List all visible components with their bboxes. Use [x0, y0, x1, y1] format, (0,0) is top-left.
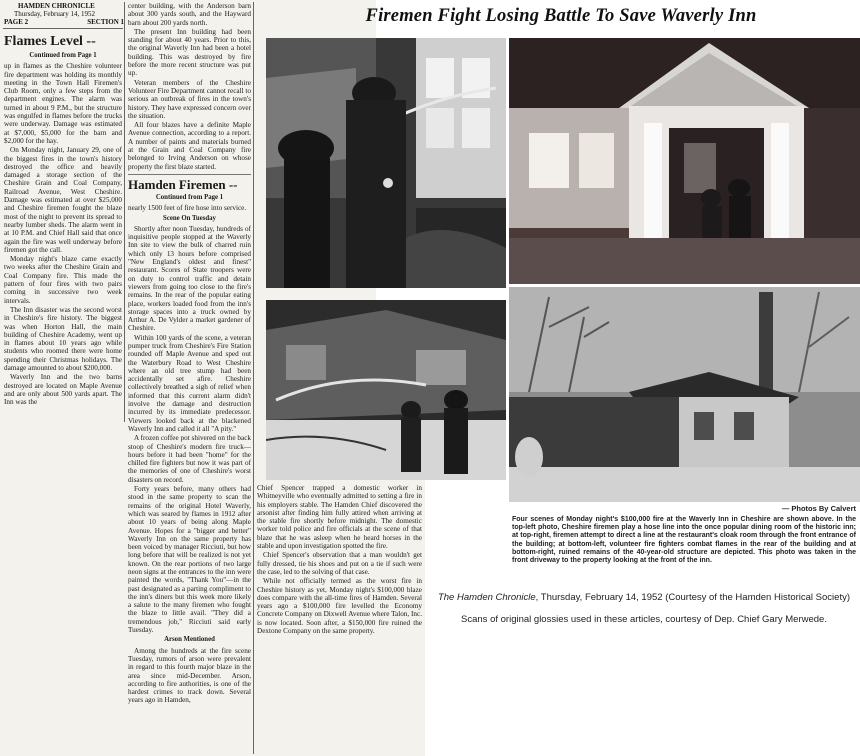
- paragraph: All four blazes have a definite Maple Avenue connection, according to a report. A number of paints and materials burned at the Grain and Coal Company fire belonged to Irving Anderson on whose property the first blaze started.: [128, 121, 251, 171]
- paragraph: Shortly after noon Tuesday, hundreds of inquisitive people stopped at the Waverly Inn site to view the bulk of charred ruin which only 13 hours before comprised "New England's oldest and finest" restaurant. Scores of State troopers were on duty to control traffic and detain viewers from going too close to the fire's remains. In the rear of the popular eating place, workers loaded food from the inn's storage spaces into a truck owned by Arthur A. De Vylder a market gardener of Cheshire.: [128, 224, 251, 333]
- photo-hose-dining-room: [266, 38, 506, 288]
- paragraph: nearly 1500 feet of fire hose into service.: [128, 204, 247, 213]
- masthead-page: PAGE 2: [4, 18, 29, 26]
- scans-note: Scans of original glossies used in these articles, courtesy of Dep. Chief Gary Merwede.: [461, 614, 827, 625]
- paragraph: Veteran members of the Cheshire Volunteer Fire Department cannot recall to serious an outbreak of fires in the town's history. They have expressed concern over the situation.: [128, 78, 251, 120]
- masthead-section: SECTION 1: [87, 18, 124, 26]
- photo-ruined-remains: [509, 287, 860, 502]
- paragraph: Monday night's blaze came exactly two weeks after the Cheshire Grain and Coal Company fire. This made the pattern of four fires with two pairs coming in successive two week intervals.: [4, 255, 122, 305]
- source-note: [428, 592, 860, 603]
- photo-rear-building: [266, 300, 506, 480]
- source-paper-name: The Hamden Chronicle: [437, 592, 536, 603]
- article-col-3: [257, 484, 422, 754]
- paragraph: The Inn disaster was the second worst in Cheshire's fire history. The biggest was when Horton Hall, the main building of Cheshire Academy, went up in flames about 10 years ago while students who roomed there were home spending their Christmas holidays. The damage amounted to about $200,000.: [4, 305, 122, 372]
- paragraph: Within 100 yards of the scene, a veteran pumper truck from Cheshire's Fire Station rounded off Maple Avenue and sped out the Waterbury Road to West Cheshire where an old tree stump had been accidentally set afire. Cheshire collectively breathed a sigh of relief when informed that this current alarm didn't involve the damage and destruction incurred by its immediate predecessor. Viewers looked back at the blackened Waverly Inn and called it all "A pity.": [128, 333, 251, 433]
- paragraph: Forty years before, many others had stood in the same property to scan the remains of the original Hotel Waverly, which was seared by flames in 1912 after about 10 years of being along Maple Avenue. Hopes for a "bigger and better" Waverly Inn on the same property has been voiced by manager Ricciuti, but how long before that will be realized is not yet known. On the rear portions of two large neon signs at the entrances to the inn were painted the words, "Thank You"—in the past designated as a parting compliment to the inn's diners but this week more likely a salute to the many firemen who fought the blaze to little avail. "They did a tremendous job," Ricciuti said early Tuesday.: [128, 485, 251, 635]
- photo-front-entrance: [509, 38, 860, 284]
- source-details: , Thursday, February 14, 1952 (Courtesy of the Hamden Historical Society): [535, 592, 851, 603]
- flames-level-headline: Flames Level --: [4, 34, 96, 49]
- continued-note: Continued from Page 1: [29, 52, 97, 59]
- photo-caption: Four scenes of Monday night's $100,000 fire at the Waverly Inn in Cheshire are shown above. In the top-left photo, Cheshire firemen play a hose line into the once popular dining room of the historic inn; at top-right, firemen attempt to direct a line at the restaurant's cloak room through the front entrance of the building; at bottom-left, volunteer fire fighters combat flames in the rear of the building and at bottom-right, ruined remains of the 40-year-old structure are depicted. This photo was taken in the front driveway to the property looking at the front of the inn.: [512, 516, 856, 565]
- paragraph: up in flames as the Cheshire volunteer fire department was holding its monthly meeting in the Town Hall Firemen's Club Room, only a few steps from the department engines. The alarm was turned in about 9 P.M., but the structure was engulfed in flames before the trucks were underway. Damage was estimated at $7,000, $5,000 for the barn and $2,000 for the hay.: [4, 62, 122, 145]
- hamden-firemen-headline: Hamden Firemen --: [128, 176, 238, 192]
- paragraph: Chief Spencer trapped a domestic worker in Whitneyville who eventually admitted to setting a fire in his employers stable. The Hamden Chief discovered the arsonist after finding him fully attired when arriving at the stable fire shortly before midnight. The domestic worker told police and fire officials at the scene of that blaze that he was asleep when he heard horses in the stable and upon investigation spotted the fire.: [257, 484, 422, 551]
- paragraph: The present Inn building had been standing for about 40 years. Prior to this, the original Waverly Inn had been a hotel building. This was destroyed by fire before the more recent structure was put up.: [128, 27, 251, 78]
- paragraph: A frozen coffee pot shivered on the back stoop of Cheshire's modern fire truck—hours before it had been "home" for the chilled fire fighters but now it was part of the memories of one of Cheshire's worst disasters on record.: [128, 434, 251, 484]
- article-col-2: [128, 2, 251, 754]
- paragraph: Waverly Inn and the two barns destroyed are located on Maple Avenue and are only about 500 yards apart. The Inn was the: [4, 373, 122, 407]
- paragraph: While not officially termed as the worst fire in Cheshire history as yet, Monday night's $100,000 blaze does compare with the all-time fires of Hamden. Several years ago a $100,000 fire levelled the Economy Concrete Company on Dixwell Avenue where Talon, Inc. is now located. Soon after, a $150,000 fire ruined the Dextone Company on the same property.: [257, 577, 422, 636]
- paragraph: On Monday night, January 29, one of the biggest fires in the town's history destroyed the office and heavily damaged a storage section of the Cheshire Grain and Coal Company, Railroad Avenue, West Cheshire. Damage was estimated at over $25,000 and Cheshire firemen fought the blaze most of the night to prevent its spread to nearby lumber sheds. The alarm went in at 10 P.M. and Chief Hall said that once again the fire was well underway before firemen got the call.: [4, 146, 122, 254]
- arson-subhead: Arson Mentioned: [164, 636, 215, 644]
- photo-credit: — Photos By Calvert: [781, 504, 856, 513]
- photo-section-title: Firemen Fight Losing Battle To Save Waverly Inn: [365, 6, 757, 26]
- article-col-1: [4, 34, 122, 424]
- masthead-paper: HAMDEN CHRONICLE: [18, 2, 95, 10]
- masthead: [4, 2, 124, 26]
- scene-subhead: Scene On Tuesday: [163, 214, 216, 222]
- paragraph: Chief Spencer's observation that a man wouldn't get fully dressed, tie his shoes and put on a tie if such were the case, led to the solving of that case.: [257, 551, 422, 576]
- paragraph: center building, with the Anderson barn about 300 yards south, and the Hayward barn about 200 yards north.: [128, 2, 251, 27]
- masthead-date: Thursday, February 14, 1952: [14, 10, 96, 18]
- paragraph: Among the hundreds at the fire scene Tuesday, rumors of arson were prevalent in regard to this fourth major blaze in the area since mid-December. Arson, according to fire authorities, is one of the hardest crimes to track down. Several years ago in Hamden,: [128, 646, 251, 705]
- continued-note: Continued from Page 1: [155, 193, 224, 201]
